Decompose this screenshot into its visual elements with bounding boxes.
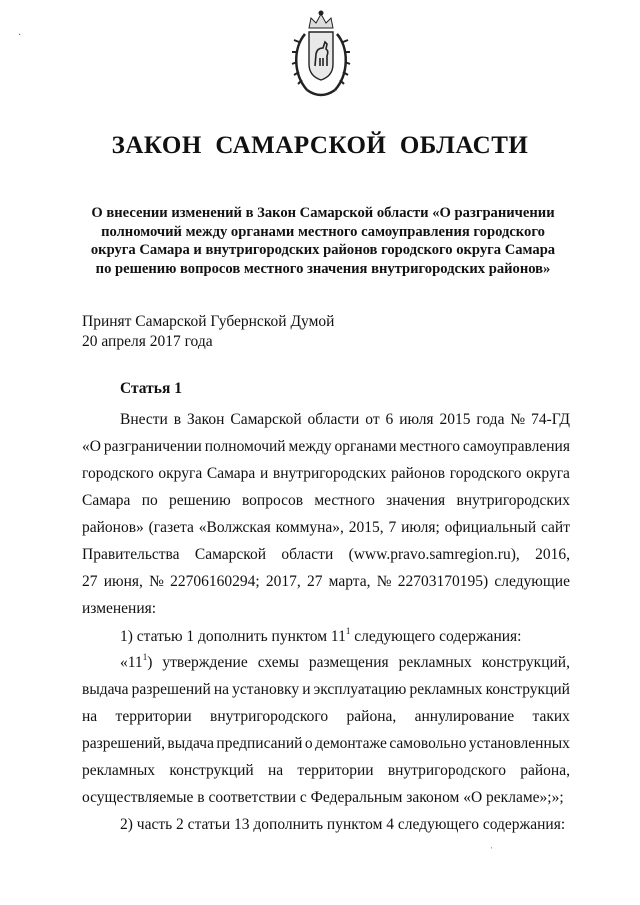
word: Самарской: [230, 411, 302, 428]
word: выдача: [82, 681, 129, 698]
word: 2015: [439, 411, 471, 428]
word: по: [141, 492, 158, 509]
word: аннулирование: [414, 708, 515, 725]
word: конструкций,: [481, 654, 570, 671]
word: местного: [314, 492, 375, 509]
word: области: [281, 546, 334, 563]
item-2: 2) часть 2 статьи 13 дополнить пунктом 4 следующего содержания:: [120, 816, 566, 833]
word: (www.pravo.samregion.ru),: [348, 546, 520, 563]
quote-item-superscript: 1: [142, 652, 148, 662]
word: марта,: [328, 573, 371, 590]
adoption-body: Принят Самарской Губернской Думой: [82, 313, 335, 330]
word: №: [510, 411, 526, 428]
word: Самара: [82, 492, 131, 509]
word: и: [302, 681, 311, 698]
word: №: [376, 573, 392, 590]
word: разрешений,: [82, 735, 165, 752]
quote-item-number: [120, 653, 152, 673]
word: Правительства: [82, 546, 180, 563]
word: городского: [449, 465, 522, 482]
word: разрешений: [131, 681, 211, 698]
law-subtitle: [78, 204, 568, 278]
subtitle-line: О внесении изменений в Закон Самарской области «О разграничении: [91, 205, 555, 221]
word: между: [288, 438, 332, 455]
word: районов: [391, 465, 446, 482]
word: значения: [386, 492, 446, 509]
quote-line-2: [82, 680, 570, 700]
word: разграничении: [103, 438, 202, 455]
quote-paren: ): [147, 654, 153, 671]
word: 2016,: [535, 546, 570, 563]
intro-line-1: [120, 410, 570, 430]
word: схемы: [257, 654, 299, 671]
word: на: [213, 681, 230, 698]
item-1-text-end: следующего содержания:: [350, 628, 522, 645]
quote-line-5: [82, 761, 570, 781]
word: «О: [82, 438, 101, 455]
word: демонтаже: [315, 735, 387, 752]
word: вопросов: [241, 492, 304, 509]
word: Самарской: [194, 546, 267, 563]
word: установленных: [468, 735, 570, 752]
word: 74-ГД: [531, 411, 570, 428]
word: коммуна»,: [275, 519, 344, 536]
article-heading: Статья 1: [120, 380, 182, 397]
item-1-text: 1) статью 1 дополнить пунктом 11: [120, 628, 346, 645]
quote-line-4: [82, 734, 570, 754]
quote-line-1: [120, 653, 570, 673]
word: рекламных: [398, 654, 472, 671]
word: установку: [232, 681, 300, 698]
word: внутригородского: [387, 762, 506, 779]
scan-speck: ˌ: [490, 838, 494, 849]
word: 2017,: [265, 573, 301, 590]
word: конструкций: [485, 681, 570, 698]
item-1-superscript: 1: [345, 626, 351, 636]
word: Внести: [120, 411, 168, 428]
word: сайт: [540, 519, 570, 536]
word: территории: [115, 708, 192, 725]
intro-line-8: изменения:: [82, 600, 157, 617]
word: 22703170195): [397, 573, 489, 590]
word: 7: [388, 519, 397, 536]
word: городского: [82, 465, 154, 482]
word: внутригородского: [210, 708, 329, 725]
word: самовольно: [389, 735, 467, 752]
scan-speck: ·: [18, 30, 22, 41]
word: №: [149, 573, 164, 590]
item-1: [120, 627, 521, 647]
word: следующие: [494, 573, 570, 590]
word: на: [82, 708, 98, 725]
adoption-info: [82, 312, 334, 352]
word: года: [476, 411, 505, 428]
word: официальный: [444, 519, 537, 536]
adoption-date: 20 апреля 2017 года: [82, 333, 213, 350]
word: районов»: [82, 519, 144, 536]
word: района,: [346, 708, 397, 725]
word: территории: [297, 762, 374, 779]
word: конструкций: [169, 762, 254, 779]
intro-line-6: [82, 545, 570, 565]
word: эксплуатацию: [313, 681, 407, 698]
word: о: [304, 735, 313, 752]
word: от: [365, 411, 380, 428]
quote-line-3: [82, 707, 570, 727]
word: «Волжская: [198, 519, 271, 536]
word: полномочий: [204, 438, 286, 455]
word: (газета: [148, 519, 194, 536]
intro-line-2: [82, 437, 570, 457]
word: округа: [158, 465, 203, 482]
word: района,: [520, 762, 570, 779]
intro-line-4: [82, 491, 570, 511]
word: рекламных: [409, 681, 483, 698]
intro-line-3: [82, 464, 570, 484]
word: решению: [169, 492, 231, 509]
word: рекламных: [82, 762, 156, 779]
word: внутригородских: [456, 492, 570, 509]
word: таких: [532, 708, 570, 725]
word: самоуправления: [462, 438, 570, 455]
word: Закон: [187, 411, 225, 428]
word: 27: [306, 573, 323, 590]
word: 22706160294;: [170, 573, 260, 590]
word: внутригородских: [272, 465, 387, 482]
word: выдача: [167, 735, 214, 752]
samara-coat-of-arms-emblem: [285, 8, 357, 104]
word: 2015,: [348, 519, 384, 536]
intro-line-7: [82, 572, 570, 592]
subtitle-line: округа Самара и внутригородских районов городского округа Самара: [90, 242, 556, 259]
law-title: ЗАКОН САМАРСКОЙ ОБЛАСТИ: [111, 132, 529, 159]
word: и: [259, 465, 269, 482]
word: местного: [399, 438, 460, 455]
word: июля;: [401, 519, 440, 536]
word: округа: [526, 465, 570, 482]
word: 27: [82, 573, 98, 590]
word: в: [173, 411, 182, 428]
word: июня,: [103, 573, 143, 590]
word: утверждение: [162, 654, 248, 671]
word: 6: [385, 411, 394, 428]
intro-line-5: [82, 518, 570, 538]
word: июля: [399, 411, 434, 428]
word: размещения: [308, 654, 389, 671]
subtitle-line: полномочий между органами местного самоуправления городского: [101, 223, 545, 240]
word: области: [307, 411, 360, 428]
word: Самара: [206, 465, 256, 482]
quote-item-prefix: «11: [120, 654, 143, 671]
word: на: [267, 762, 284, 779]
quote-line-6: осуществляемые в соответствии с Федеральным законом «О рекламе»;»;: [82, 789, 564, 806]
word: предписаний: [216, 735, 303, 752]
subtitle-line: по решению вопросов местного значения внутригородских районов»: [95, 260, 551, 277]
word: органами: [334, 438, 397, 455]
